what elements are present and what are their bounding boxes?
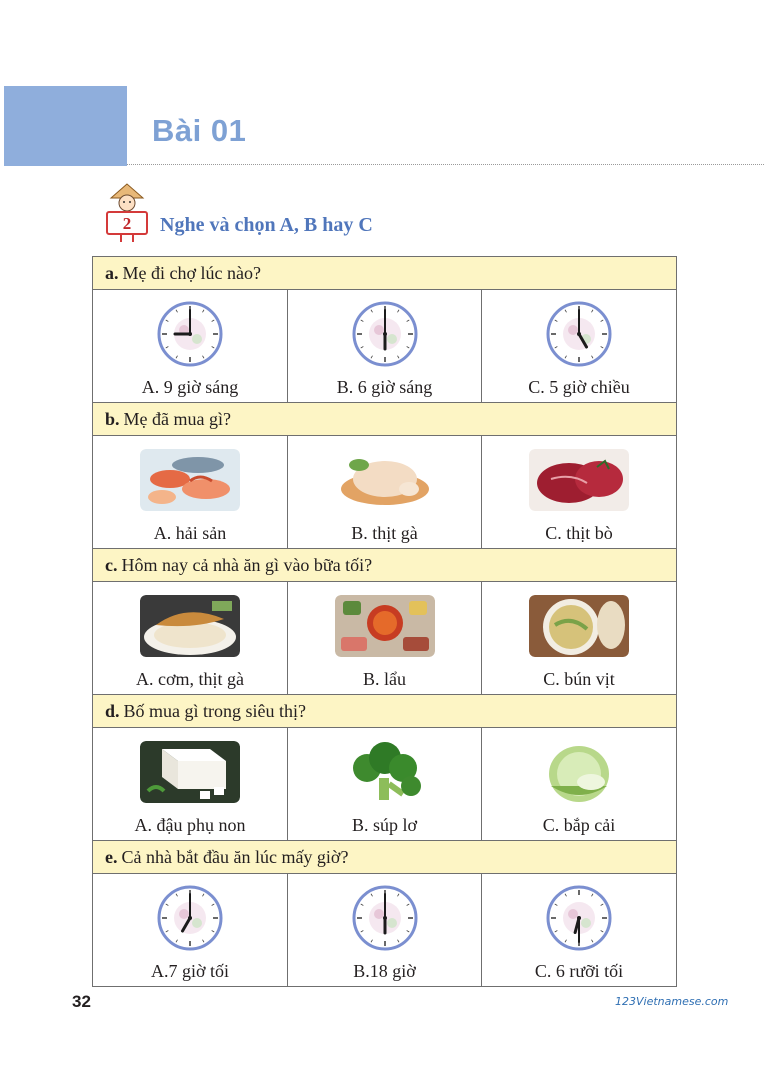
clock-icon	[352, 301, 418, 367]
option-label: B.18 giờ	[353, 961, 416, 981]
question-letter: a.	[105, 262, 119, 283]
option-label: C. 5 giờ chiều	[528, 377, 630, 397]
option-label: B. súp lơ	[351, 815, 418, 835]
question-letter: d.	[105, 700, 120, 721]
hotpot-photo	[335, 595, 435, 657]
beef-photo	[529, 449, 629, 511]
clock-icon	[546, 885, 612, 951]
option-label: B. 6 giờ sáng	[336, 377, 433, 397]
answer-option[interactable]	[93, 582, 288, 695]
question-row	[93, 549, 677, 582]
option-label: A. cơm, thịt gà	[136, 669, 244, 689]
option-label: C. bún vịt	[543, 669, 615, 689]
answer-option[interactable]	[482, 582, 677, 695]
question-prompt: Hôm nay cả nhà ăn gì vào bữa tối?	[121, 554, 373, 575]
answer-option[interactable]	[93, 874, 288, 987]
option-label: A. hải sản	[153, 523, 227, 543]
question-letter: c.	[105, 554, 118, 575]
answer-option[interactable]	[93, 728, 288, 841]
question-prompt: Cả nhà bắt đầu ăn lúc mấy giờ?	[121, 846, 349, 867]
page-number: 32	[72, 992, 91, 1011]
option-label: B. thịt gà	[351, 523, 418, 543]
question-prompt: Bố mua gì trong siêu thị?	[123, 700, 306, 721]
quiz-table	[92, 256, 677, 987]
task-header	[103, 182, 423, 248]
task-number: 2	[122, 214, 132, 233]
option-label: A. đậu phụ non	[134, 815, 246, 835]
answer-row	[93, 582, 677, 695]
answer-row	[93, 874, 677, 987]
answer-option[interactable]	[482, 728, 677, 841]
question-row	[93, 841, 677, 874]
answer-option[interactable]	[93, 290, 288, 403]
option-label: C. thịt bò	[545, 523, 613, 543]
lesson-title: Bài 01	[152, 113, 247, 148]
question-text	[93, 403, 677, 436]
clock-icon	[546, 301, 612, 367]
answer-option[interactable]	[288, 436, 482, 549]
duck-noodle-photo	[529, 595, 629, 657]
answer-row	[93, 436, 677, 549]
question-text	[93, 257, 677, 290]
question-row	[93, 403, 677, 436]
raw-chicken-photo	[335, 449, 435, 511]
question-letter: e.	[105, 846, 118, 867]
question-letter: b.	[105, 408, 120, 429]
question-row	[93, 695, 677, 728]
option-label: C. 6 rưỡi tối	[534, 961, 624, 981]
question-row	[93, 257, 677, 290]
option-label: A. 9 giờ sáng	[141, 377, 239, 397]
answer-option[interactable]	[482, 874, 677, 987]
option-label: C. bắp cải	[542, 815, 616, 835]
option-label: B. lẩu	[363, 669, 406, 689]
answer-option[interactable]	[288, 582, 482, 695]
answer-option[interactable]	[288, 290, 482, 403]
clock-icon	[352, 885, 418, 951]
answer-row	[93, 728, 677, 841]
broccoli-photo	[345, 738, 425, 806]
lesson-color-block	[4, 86, 127, 166]
answer-option[interactable]	[288, 728, 482, 841]
question-text	[93, 841, 677, 874]
clock-icon	[157, 885, 223, 951]
question-text	[93, 549, 677, 582]
header-divider	[127, 164, 764, 165]
site-brand: 123Vietnamese.com	[615, 995, 729, 1008]
answer-option[interactable]	[482, 290, 677, 403]
chicken-rice-photo	[140, 595, 240, 657]
option-label: A.7 giờ tối	[150, 961, 230, 981]
clock-icon	[157, 301, 223, 367]
answer-option[interactable]	[288, 874, 482, 987]
answer-row	[93, 290, 677, 403]
answer-option[interactable]	[482, 436, 677, 549]
seafood-photo	[140, 449, 240, 511]
answer-option[interactable]	[93, 436, 288, 549]
student-hat-icon	[103, 182, 151, 246]
cabbage-photo	[539, 738, 619, 806]
question-prompt: Mẹ đi chợ lúc nào?	[122, 262, 261, 283]
question-prompt: Mẹ đã mua gì?	[123, 408, 231, 429]
task-instruction: Nghe và chọn A, B hay C	[160, 214, 373, 236]
question-text	[93, 695, 677, 728]
tofu-photo	[140, 741, 240, 803]
